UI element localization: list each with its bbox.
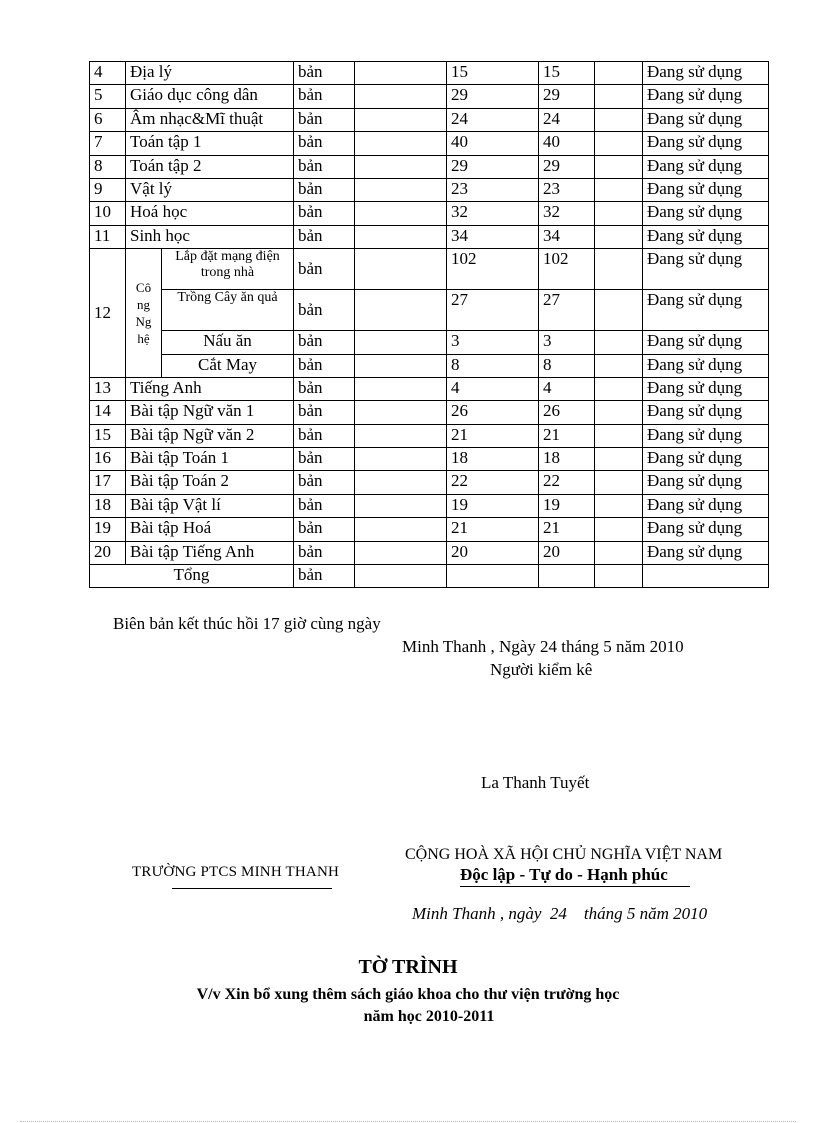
table-row	[90, 290, 769, 331]
inventory-table	[89, 61, 769, 588]
table-row	[90, 225, 769, 248]
subject-item: Trồng Cây ăn quả	[162, 290, 294, 331]
row-number: 13	[90, 377, 126, 400]
table-row	[90, 331, 769, 354]
count-cell: 23	[447, 178, 539, 201]
empty-cell	[355, 249, 447, 290]
school-name: TRƯỜNG PTCS MINH THANH	[132, 864, 340, 880]
empty-cell	[355, 518, 447, 541]
count-cell: 29	[447, 155, 539, 178]
unit-cell: bản	[294, 155, 355, 178]
empty-cell	[595, 202, 643, 225]
status-cell: Đang sử dụng	[643, 249, 769, 290]
status-cell: Đang sử dụng	[643, 448, 769, 471]
unit-cell: bản	[294, 518, 355, 541]
subject-item: Lắp đặt mạng điện trong nhà	[162, 249, 294, 290]
book-title: Sinh học	[126, 225, 294, 248]
table-row	[90, 202, 769, 225]
table-row	[90, 354, 769, 377]
book-title: Địa lý	[126, 62, 294, 85]
empty-cell	[539, 565, 595, 588]
table-row	[90, 448, 769, 471]
empty-cell	[595, 401, 643, 424]
table-row	[90, 249, 769, 290]
book-title: Toán tập 2	[126, 155, 294, 178]
actual-count-cell: 18	[539, 448, 595, 471]
actual-count-cell: 24	[539, 108, 595, 131]
book-title: Giáo dục công dân	[126, 85, 294, 108]
unit-cell: bản	[294, 401, 355, 424]
status-cell: Đang sử dụng	[643, 62, 769, 85]
republic-header: CỘNG HOÀ XÃ HỘI CHỦ NGHĨA VIỆT NAM	[405, 846, 723, 863]
empty-cell	[595, 448, 643, 471]
motto-underline	[460, 886, 690, 887]
table-row	[90, 541, 769, 564]
count-cell: 22	[447, 471, 539, 494]
status-cell: Đang sử dụng	[643, 541, 769, 564]
actual-count-cell: 19	[539, 494, 595, 517]
book-title: Bài tập Hoá	[126, 518, 294, 541]
table-row	[90, 424, 769, 447]
empty-cell	[595, 132, 643, 155]
group-label: Cô ng Ng hệ	[126, 249, 162, 378]
status-cell: Đang sử dụng	[643, 290, 769, 331]
table-row	[90, 155, 769, 178]
book-title: Bài tập Toán 2	[126, 471, 294, 494]
unit-cell: bản	[294, 202, 355, 225]
row-number: 4	[90, 62, 126, 85]
unit-cell: bản	[294, 494, 355, 517]
book-title: Hoá học	[126, 202, 294, 225]
row-number: 19	[90, 518, 126, 541]
status-cell: Đang sử dụng	[643, 178, 769, 201]
table-row	[90, 377, 769, 400]
empty-cell	[595, 541, 643, 564]
table-row	[90, 518, 769, 541]
total-label: Tổng	[90, 565, 294, 588]
unit-cell: bản	[294, 62, 355, 85]
empty-cell	[595, 290, 643, 331]
empty-cell	[595, 155, 643, 178]
book-title: Vật lý	[126, 178, 294, 201]
empty-cell	[595, 225, 643, 248]
empty-cell	[595, 494, 643, 517]
table-row	[90, 401, 769, 424]
empty-cell	[355, 331, 447, 354]
letter-date: Minh Thanh , ngày 24 tháng 5 năm 2010	[412, 904, 708, 923]
empty-cell	[595, 424, 643, 447]
status-cell: Đang sử dụng	[643, 155, 769, 178]
row-number: 16	[90, 448, 126, 471]
actual-count-cell: 22	[539, 471, 595, 494]
table-row	[90, 62, 769, 85]
actual-count-cell: 34	[539, 225, 595, 248]
letter-school-year: năm học 2010-2011	[363, 1008, 495, 1025]
table-row	[90, 178, 769, 201]
empty-cell	[595, 85, 643, 108]
book-title: Bài tập Vật lí	[126, 494, 294, 517]
status-cell: Đang sử dụng	[643, 132, 769, 155]
actual-count-cell: 3	[539, 331, 595, 354]
table-row	[90, 85, 769, 108]
unit-cell: bản	[294, 132, 355, 155]
empty-cell	[355, 424, 447, 447]
letter-subject: V/v Xin bổ xung thêm sách giáo khoa cho thư viện trường học	[196, 986, 620, 1003]
count-cell: 26	[447, 401, 539, 424]
actual-count-cell: 23	[539, 178, 595, 201]
empty-cell	[355, 541, 447, 564]
unit-cell: bản	[294, 225, 355, 248]
empty-cell	[355, 202, 447, 225]
status-cell: Đang sử dụng	[643, 424, 769, 447]
unit-cell: bản	[294, 471, 355, 494]
total-row	[90, 565, 769, 588]
empty-cell	[355, 471, 447, 494]
empty-cell	[355, 178, 447, 201]
count-cell: 27	[447, 290, 539, 331]
count-cell: 18	[447, 448, 539, 471]
row-number: 14	[90, 401, 126, 424]
actual-count-cell: 29	[539, 155, 595, 178]
count-cell: 15	[447, 62, 539, 85]
status-cell: Đang sử dụng	[643, 354, 769, 377]
count-cell: 32	[447, 202, 539, 225]
count-cell: 29	[447, 85, 539, 108]
inspector-role: Người kiểm kê	[490, 660, 593, 679]
row-number: 17	[90, 471, 126, 494]
unit-cell: bản	[294, 290, 355, 331]
status-cell: Đang sử dụng	[643, 108, 769, 131]
unit-cell: bản	[294, 108, 355, 131]
row-number: 20	[90, 541, 126, 564]
status-cell: Đang sử dụng	[643, 401, 769, 424]
status-cell: Đang sử dụng	[643, 331, 769, 354]
book-title: Bài tập Tiếng Anh	[126, 541, 294, 564]
row-number: 5	[90, 85, 126, 108]
row-number: 6	[90, 108, 126, 131]
empty-cell	[595, 518, 643, 541]
unit-cell: bản	[294, 424, 355, 447]
status-cell: Đang sử dụng	[643, 494, 769, 517]
empty-cell	[595, 471, 643, 494]
row-number: 15	[90, 424, 126, 447]
empty-cell	[355, 132, 447, 155]
empty-cell	[355, 108, 447, 131]
count-cell: 19	[447, 494, 539, 517]
national-motto: Độc lập - Tự do - Hạnh phúc	[460, 865, 668, 884]
unit-cell: bản	[294, 354, 355, 377]
empty-cell	[355, 377, 447, 400]
empty-cell	[595, 178, 643, 201]
empty-cell	[595, 62, 643, 85]
empty-cell	[595, 331, 643, 354]
empty-cell	[355, 225, 447, 248]
page-bottom-edge	[20, 1121, 796, 1122]
end-note: Biên bản kết thúc hồi 17 giờ cùng ngày	[113, 614, 381, 633]
unit-cell: bản	[294, 448, 355, 471]
unit-cell: bản	[294, 377, 355, 400]
row-number: 8	[90, 155, 126, 178]
status-cell: Đang sử dụng	[643, 518, 769, 541]
letter-title: TỜ TRÌNH	[358, 956, 458, 978]
table-row	[90, 108, 769, 131]
empty-cell	[355, 85, 447, 108]
unit-cell: bản	[294, 85, 355, 108]
count-cell: 21	[447, 424, 539, 447]
book-title: Âm nhạc&Mĩ thuật	[126, 108, 294, 131]
row-number: 18	[90, 494, 126, 517]
table-row	[90, 132, 769, 155]
row-number: 12	[90, 249, 126, 378]
unit-cell: bản	[294, 565, 355, 588]
count-cell: 34	[447, 225, 539, 248]
empty-cell	[595, 249, 643, 290]
unit-cell: bản	[294, 249, 355, 290]
row-number: 11	[90, 225, 126, 248]
empty-cell	[355, 448, 447, 471]
empty-cell	[355, 401, 447, 424]
row-number: 9	[90, 178, 126, 201]
status-cell: Đang sử dụng	[643, 471, 769, 494]
actual-count-cell: 102	[539, 249, 595, 290]
subject-item: Cắt May	[162, 354, 294, 377]
empty-cell	[595, 354, 643, 377]
count-cell: 24	[447, 108, 539, 131]
actual-count-cell: 32	[539, 202, 595, 225]
signer-name: La Thanh Tuyết	[481, 773, 590, 792]
subject-item: Nấu ăn	[162, 331, 294, 354]
count-cell: 4	[447, 377, 539, 400]
actual-count-cell: 40	[539, 132, 595, 155]
actual-count-cell: 21	[539, 518, 595, 541]
status-cell: Đang sử dụng	[643, 377, 769, 400]
row-number: 7	[90, 132, 126, 155]
status-cell: Đang sử dụng	[643, 85, 769, 108]
count-cell: 102	[447, 249, 539, 290]
empty-cell	[595, 565, 643, 588]
row-number: 10	[90, 202, 126, 225]
actual-count-cell: 20	[539, 541, 595, 564]
count-cell: 40	[447, 132, 539, 155]
empty-cell	[595, 108, 643, 131]
actual-count-cell: 4	[539, 377, 595, 400]
empty-cell	[643, 565, 769, 588]
book-title: Bài tập Ngữ văn 2	[126, 424, 294, 447]
status-cell: Đang sử dụng	[643, 202, 769, 225]
empty-cell	[355, 494, 447, 517]
status-cell: Đang sử dụng	[643, 225, 769, 248]
book-title: Bài tập Toán 1	[126, 448, 294, 471]
empty-cell	[355, 155, 447, 178]
unit-cell: bản	[294, 541, 355, 564]
empty-cell	[355, 354, 447, 377]
empty-cell	[447, 565, 539, 588]
unit-cell: bản	[294, 331, 355, 354]
empty-cell	[355, 62, 447, 85]
count-cell: 3	[447, 331, 539, 354]
count-cell: 21	[447, 518, 539, 541]
actual-count-cell: 21	[539, 424, 595, 447]
book-title: Toán tập 1	[126, 132, 294, 155]
unit-cell: bản	[294, 178, 355, 201]
place-date-line: Minh Thanh , Ngày 24 tháng 5 năm 2010	[402, 637, 684, 656]
book-title: Bài tập Ngữ văn 1	[126, 401, 294, 424]
actual-count-cell: 15	[539, 62, 595, 85]
empty-cell	[355, 565, 447, 588]
empty-cell	[595, 377, 643, 400]
actual-count-cell: 29	[539, 85, 595, 108]
count-cell: 8	[447, 354, 539, 377]
count-cell: 20	[447, 541, 539, 564]
book-title: Tiếng Anh	[126, 377, 294, 400]
table-row	[90, 494, 769, 517]
empty-cell	[355, 290, 447, 331]
actual-count-cell: 26	[539, 401, 595, 424]
actual-count-cell: 8	[539, 354, 595, 377]
actual-count-cell: 27	[539, 290, 595, 331]
school-underline	[172, 888, 332, 889]
table-row	[90, 471, 769, 494]
